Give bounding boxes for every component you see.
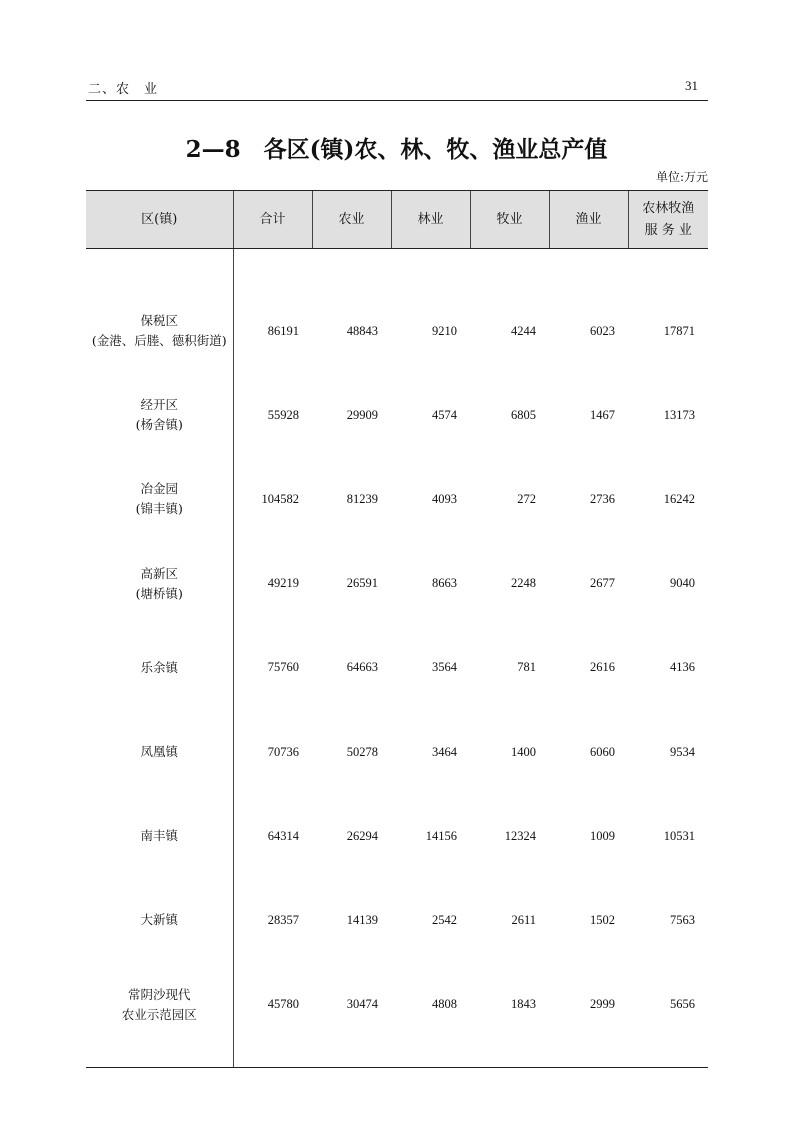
table-row	[86, 878, 708, 962]
value-agriculture: 30474	[312, 963, 391, 1068]
value-forestry: 3464	[432, 744, 457, 759]
value-fishery: 1502	[590, 912, 615, 927]
value-fishery: 2616	[590, 660, 615, 675]
table-row	[86, 794, 708, 878]
table-row	[86, 710, 708, 794]
value-services: 7563	[670, 912, 695, 927]
value-agriculture: 26294	[346, 828, 378, 843]
district-cell	[86, 794, 233, 878]
value-husbandry: 1400	[511, 744, 536, 759]
value-total: 64314	[267, 828, 299, 843]
value-total: 45780	[233, 963, 312, 1068]
value-husbandry: 2611	[511, 912, 536, 927]
district-name: 南丰镇	[140, 828, 178, 844]
value-forestry: 2542	[432, 912, 457, 927]
district-name: 经开区	[140, 397, 178, 413]
value-husbandry: 6805	[511, 407, 536, 422]
value-fishery: 2736	[590, 491, 615, 506]
section-label: 二、农 业	[88, 82, 159, 97]
district-name: 保税区	[140, 313, 178, 329]
value-husbandry: 781	[517, 660, 536, 675]
district-cell	[86, 457, 233, 541]
value-husbandry: 272	[517, 491, 536, 506]
district-cell	[86, 710, 233, 794]
value-total: 104582	[261, 491, 299, 506]
value-total: 75760	[267, 660, 299, 675]
output-value-table	[86, 190, 708, 1068]
col-header-services-line1: 农林牧渔	[642, 200, 695, 216]
value-fishery: 1009	[590, 828, 615, 843]
district-cell	[86, 542, 233, 626]
value-services: 10531	[663, 828, 695, 843]
table-row	[86, 373, 708, 457]
col-header-services-line2: 服 务 业	[644, 222, 692, 238]
value-services: 16242	[663, 491, 695, 506]
value-total: 49219	[267, 576, 299, 591]
table-row	[86, 249, 708, 374]
col-header-husbandry: 牧业	[470, 191, 549, 249]
value-forestry: 14156	[425, 828, 457, 843]
value-services: 9534	[670, 744, 695, 759]
value-forestry: 4574	[432, 407, 457, 422]
value-services: 5656	[628, 963, 708, 1068]
table-header-row	[86, 191, 708, 249]
value-agriculture: 26591	[346, 576, 378, 591]
table-title: 2—8 各区(镇)农、林、牧、渔业总产值	[185, 136, 608, 163]
value-fishery: 6023	[590, 323, 615, 338]
value-services: 9040	[670, 576, 695, 591]
value-agriculture: 48843	[346, 323, 378, 338]
value-fishery: 2677	[590, 576, 615, 591]
value-total: 86191	[267, 323, 299, 338]
value-husbandry: 12324	[504, 828, 536, 843]
district-subname: (锦丰镇)	[135, 501, 183, 517]
value-total: 55928	[267, 407, 299, 422]
district-name: 常阴沙现代	[127, 986, 191, 1002]
col-header-forestry: 林业	[391, 191, 470, 249]
district-name: 大新镇	[140, 912, 178, 928]
col-header-total: 合计	[233, 191, 312, 249]
district-cell	[86, 878, 233, 962]
district-cell	[86, 249, 233, 374]
table-row	[86, 542, 708, 626]
district-subname: (塘桥镇)	[135, 585, 183, 601]
col-header-fishery: 渔业	[549, 191, 628, 249]
col-header-services	[628, 191, 708, 249]
page-number: 31	[685, 78, 698, 93]
value-agriculture: 50278	[346, 744, 378, 759]
district-cell	[86, 963, 233, 1068]
col-header-district: 区(镇)	[86, 191, 233, 249]
value-husbandry: 2248	[511, 576, 536, 591]
district-name: 凤凰镇	[140, 744, 178, 760]
value-forestry: 3564	[432, 660, 457, 675]
value-forestry: 4093	[432, 491, 457, 506]
page-header	[86, 76, 708, 101]
value-services: 17871	[663, 323, 695, 338]
table-row	[86, 457, 708, 541]
district-subname: (金港、后塍、德积街道)	[91, 333, 227, 349]
value-fishery: 1467	[590, 407, 615, 422]
unit-label: 单位:万元	[655, 170, 708, 184]
value-services: 13173	[663, 407, 695, 422]
district-subname: (杨舍镇)	[135, 417, 183, 433]
table-row	[86, 963, 708, 1068]
value-husbandry: 1843	[470, 963, 549, 1068]
district-name: 高新区	[140, 565, 178, 581]
value-services: 4136	[670, 660, 695, 675]
value-total: 70736	[267, 744, 299, 759]
value-total: 28357	[267, 912, 299, 927]
value-forestry: 8663	[432, 576, 457, 591]
value-forestry: 9210	[432, 323, 457, 338]
value-forestry: 4808	[391, 963, 470, 1068]
value-fishery: 6060	[590, 744, 615, 759]
value-husbandry: 4244	[511, 323, 536, 338]
value-agriculture: 14139	[346, 912, 378, 927]
district-cell	[86, 626, 233, 710]
value-agriculture: 81239	[346, 491, 378, 506]
value-fishery: 2999	[549, 963, 628, 1068]
district-cell	[86, 373, 233, 457]
district-subname: 农业示范园区	[121, 1006, 197, 1022]
table-row	[86, 626, 708, 710]
district-name: 冶金园	[140, 481, 178, 497]
district-name: 乐余镇	[140, 659, 178, 675]
col-header-agriculture: 农业	[312, 191, 391, 249]
value-agriculture: 64663	[346, 660, 378, 675]
value-agriculture: 29909	[346, 407, 378, 422]
